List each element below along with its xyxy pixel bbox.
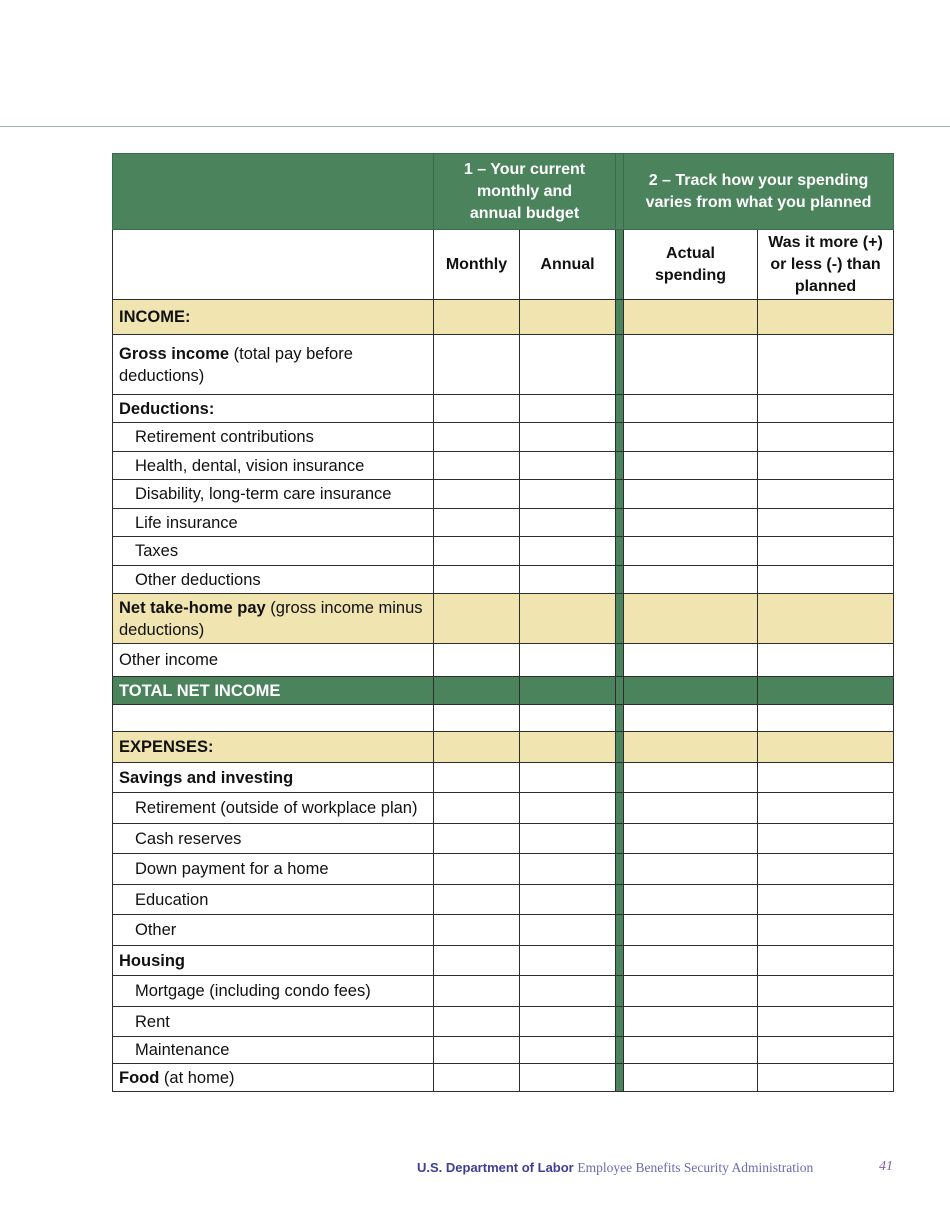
cell-annual[interactable] xyxy=(520,732,616,763)
cell-monthly[interactable] xyxy=(434,677,520,705)
cell-actual[interactable] xyxy=(624,566,758,594)
cell-monthly[interactable] xyxy=(434,824,520,854)
table-row-expenses xyxy=(113,732,894,763)
cell-actual[interactable] xyxy=(624,915,758,946)
cell-variance[interactable] xyxy=(758,452,894,480)
cell-monthly[interactable] xyxy=(434,915,520,946)
cell-actual[interactable] xyxy=(624,1007,758,1037)
cell-variance[interactable] xyxy=(758,1064,894,1092)
cell-annual[interactable] xyxy=(520,480,616,509)
row-label-food-bold: Food xyxy=(119,1068,160,1087)
table-row-taxes xyxy=(113,537,894,566)
column-separator xyxy=(616,300,624,335)
cell-variance[interactable] xyxy=(758,300,894,335)
cell-actual[interactable] xyxy=(624,976,758,1007)
cell-actual[interactable] xyxy=(624,946,758,976)
column-separator xyxy=(616,452,624,480)
column-separator xyxy=(616,1037,624,1064)
column-header-annual: Annual xyxy=(520,230,616,300)
table-row-health-insurance xyxy=(113,452,894,480)
row-label-maintenance: Maintenance xyxy=(113,1037,434,1064)
cell-annual[interactable] xyxy=(520,677,616,705)
cell-annual[interactable] xyxy=(520,976,616,1007)
table-row-food xyxy=(113,1064,894,1092)
row-label-housing: Housing xyxy=(113,946,434,976)
table-row-retirement-outside xyxy=(113,793,894,824)
table-row-rent xyxy=(113,1007,894,1037)
cell-annual[interactable] xyxy=(520,395,616,423)
row-label-net-take-home-rest: (gross income minus deductions) xyxy=(119,598,423,639)
column-separator xyxy=(616,423,624,452)
cell-actual[interactable] xyxy=(624,705,758,732)
cell-variance[interactable] xyxy=(758,946,894,976)
top-divider-rule xyxy=(0,126,950,127)
cell-monthly[interactable] xyxy=(434,885,520,915)
cell-actual[interactable] xyxy=(624,1037,758,1064)
cell-actual[interactable] xyxy=(624,885,758,915)
cell-annual[interactable] xyxy=(520,705,616,732)
cell-variance[interactable] xyxy=(758,480,894,509)
cell-variance[interactable] xyxy=(758,395,894,423)
row-label-income: INCOME: xyxy=(113,300,434,335)
cell-monthly[interactable] xyxy=(434,452,520,480)
cell-actual[interactable] xyxy=(624,300,758,335)
column-header-variance: Was it more (+) or less (-) than planned xyxy=(758,230,894,300)
row-label-education: Education xyxy=(113,885,434,915)
cell-actual[interactable] xyxy=(624,509,758,537)
row-label-life-insurance: Life insurance xyxy=(113,509,434,537)
cell-annual[interactable] xyxy=(520,854,616,885)
cell-annual[interactable] xyxy=(520,452,616,480)
table-row-net-take-home xyxy=(113,594,894,644)
cell-monthly[interactable] xyxy=(434,732,520,763)
group2-heading: 2 – Track how your spending varies from what you planned xyxy=(624,154,894,230)
column-separator xyxy=(616,230,624,300)
table-row-life-insurance xyxy=(113,509,894,537)
cell-variance[interactable] xyxy=(758,335,894,395)
cell-actual[interactable] xyxy=(624,824,758,854)
cell-variance[interactable] xyxy=(758,566,894,594)
cell-annual[interactable] xyxy=(520,763,616,793)
table-row-gross-income xyxy=(113,335,894,395)
column-separator xyxy=(616,824,624,854)
row-label-deductions: Deductions: xyxy=(113,395,434,423)
table-row-disability-insurance xyxy=(113,480,894,509)
cell-annual[interactable] xyxy=(520,1064,616,1092)
cell-variance[interactable] xyxy=(758,677,894,705)
cell-variance[interactable] xyxy=(758,537,894,566)
cell-monthly[interactable] xyxy=(434,335,520,395)
column-separator xyxy=(616,566,624,594)
column-header-row xyxy=(113,230,894,300)
row-label-other-income: Other income xyxy=(113,644,434,677)
cell-variance[interactable] xyxy=(758,705,894,732)
cell-actual[interactable] xyxy=(624,763,758,793)
table-row-other-income xyxy=(113,644,894,677)
cell-annual[interactable] xyxy=(520,644,616,677)
table-row-total-net-income xyxy=(113,677,894,705)
column-separator xyxy=(616,976,624,1007)
table-row-maintenance xyxy=(113,1037,894,1064)
cell-annual[interactable] xyxy=(520,885,616,915)
column-separator xyxy=(616,509,624,537)
table-row-savings-investing xyxy=(113,763,894,793)
row-label-gross-income-bold: Gross income xyxy=(119,344,230,363)
cell-annual[interactable] xyxy=(520,1007,616,1037)
cell-annual[interactable] xyxy=(520,793,616,824)
column-header-monthly: Monthly xyxy=(434,230,520,300)
table-row-income xyxy=(113,300,894,335)
row-label-food-rest: (at home) xyxy=(159,1068,235,1087)
column-separator xyxy=(616,480,624,509)
column-separator xyxy=(616,885,624,915)
cell-variance[interactable] xyxy=(758,885,894,915)
group-header-row xyxy=(113,154,894,230)
column-separator xyxy=(616,732,624,763)
column-separator xyxy=(616,594,624,644)
row-label-other-savings: Other xyxy=(113,915,434,946)
cell-variance[interactable] xyxy=(758,915,894,946)
row-label-rent: Rent xyxy=(113,1007,434,1037)
cell-monthly[interactable] xyxy=(434,1007,520,1037)
cell-monthly[interactable] xyxy=(434,705,520,732)
row-label-gross-income xyxy=(113,335,434,395)
cell-annual[interactable] xyxy=(520,335,616,395)
cell-monthly[interactable] xyxy=(434,946,520,976)
cell-annual[interactable] xyxy=(520,300,616,335)
cell-actual[interactable] xyxy=(624,452,758,480)
table-row-housing xyxy=(113,946,894,976)
cell-monthly[interactable] xyxy=(434,566,520,594)
row-label-food xyxy=(113,1064,434,1092)
column-separator xyxy=(616,537,624,566)
table-row-cash-reserves xyxy=(113,824,894,854)
cell-monthly[interactable] xyxy=(434,976,520,1007)
cell-actual[interactable] xyxy=(624,537,758,566)
footer-department: U.S. Department of Labor xyxy=(417,1160,574,1175)
row-label-retirement-outside: Retirement (outside of workplace plan) xyxy=(113,793,434,824)
column-separator xyxy=(616,1007,624,1037)
cell-actual[interactable] xyxy=(624,423,758,452)
cell-actual[interactable] xyxy=(624,594,758,644)
table-row-other-deductions xyxy=(113,566,894,594)
cell-monthly[interactable] xyxy=(434,1064,520,1092)
row-label-down-payment: Down payment for a home xyxy=(113,854,434,885)
group1-heading: 1 – Your current monthly and annual budget xyxy=(434,154,616,230)
table-row-education xyxy=(113,885,894,915)
footer-agency: Employee Benefits Security Administration xyxy=(577,1160,814,1175)
cell-variance[interactable] xyxy=(758,423,894,452)
column-header-actual: Actual spending xyxy=(624,230,758,300)
cell-actual[interactable] xyxy=(624,677,758,705)
row-label-net-take-home-bold: Net take-home pay xyxy=(119,598,266,617)
column-separator xyxy=(616,793,624,824)
column-separator xyxy=(616,154,624,230)
cell-actual[interactable] xyxy=(624,732,758,763)
cell-variance[interactable] xyxy=(758,763,894,793)
row-label-expenses: EXPENSES: xyxy=(113,732,434,763)
row-label-mortgage: Mortgage (including condo fees) xyxy=(113,976,434,1007)
cell-monthly[interactable] xyxy=(434,300,520,335)
cell-annual[interactable] xyxy=(520,594,616,644)
cell-variance[interactable] xyxy=(758,594,894,644)
cell-annual[interactable] xyxy=(520,824,616,854)
row-label-gross-income-rest: (total pay before deductions) xyxy=(119,344,353,385)
group-header-blank xyxy=(113,154,434,230)
table-row-down-payment xyxy=(113,854,894,885)
cell-monthly[interactable] xyxy=(434,793,520,824)
cell-variance[interactable] xyxy=(758,732,894,763)
cell-annual[interactable] xyxy=(520,946,616,976)
cell-actual[interactable] xyxy=(624,395,758,423)
cell-variance[interactable] xyxy=(758,509,894,537)
cell-variance[interactable] xyxy=(758,976,894,1007)
row-label-net-take-home xyxy=(113,594,434,644)
row-label-cash-reserves: Cash reserves xyxy=(113,824,434,854)
cell-variance[interactable] xyxy=(758,1037,894,1064)
cell-actual[interactable] xyxy=(624,793,758,824)
column-separator xyxy=(616,915,624,946)
cell-variance[interactable] xyxy=(758,644,894,677)
table-row-retirement-contributions xyxy=(113,423,894,452)
table-row-blank xyxy=(113,705,894,732)
column-separator xyxy=(616,946,624,976)
cell-variance[interactable] xyxy=(758,854,894,885)
column-separator xyxy=(616,1064,624,1092)
column-separator xyxy=(616,763,624,793)
cell-monthly[interactable] xyxy=(434,537,520,566)
cell-annual[interactable] xyxy=(520,566,616,594)
row-label-savings-investing: Savings and investing xyxy=(113,763,434,793)
cell-annual[interactable] xyxy=(520,423,616,452)
cell-variance[interactable] xyxy=(758,824,894,854)
cell-monthly[interactable] xyxy=(434,423,520,452)
budget-worksheet-table xyxy=(112,153,894,1092)
cell-annual[interactable] xyxy=(520,1037,616,1064)
cell-monthly[interactable] xyxy=(434,395,520,423)
cell-monthly[interactable] xyxy=(434,644,520,677)
column-header-blank xyxy=(113,230,434,300)
cell-annual[interactable] xyxy=(520,915,616,946)
column-separator xyxy=(616,644,624,677)
cell-variance[interactable] xyxy=(758,1007,894,1037)
column-separator xyxy=(616,677,624,705)
cell-actual[interactable] xyxy=(624,480,758,509)
cell-monthly[interactable] xyxy=(434,763,520,793)
cell-annual[interactable] xyxy=(520,537,616,566)
page-number: 41 xyxy=(879,1159,893,1174)
page-footer xyxy=(417,1160,813,1176)
table-row-other-savings xyxy=(113,915,894,946)
cell-actual[interactable] xyxy=(624,854,758,885)
column-separator xyxy=(616,705,624,732)
table-row-deductions xyxy=(113,395,894,423)
column-separator xyxy=(616,395,624,423)
cell-actual[interactable] xyxy=(624,1064,758,1092)
row-label-blank xyxy=(113,705,434,732)
cell-annual[interactable] xyxy=(520,509,616,537)
row-label-taxes: Taxes xyxy=(113,537,434,566)
column-separator xyxy=(616,854,624,885)
cell-variance[interactable] xyxy=(758,793,894,824)
row-label-retirement-contributions: Retirement contributions xyxy=(113,423,434,452)
row-label-total-net-income: TOTAL NET INCOME xyxy=(113,677,434,705)
row-label-health-insurance: Health, dental, vision insurance xyxy=(113,452,434,480)
table-row-mortgage xyxy=(113,976,894,1007)
cell-actual[interactable] xyxy=(624,335,758,395)
row-label-other-deductions: Other deductions xyxy=(113,566,434,594)
cell-monthly[interactable] xyxy=(434,509,520,537)
cell-actual[interactable] xyxy=(624,644,758,677)
cell-monthly[interactable] xyxy=(434,594,520,644)
cell-monthly[interactable] xyxy=(434,1037,520,1064)
row-label-disability-insurance: Disability, long-term care insurance xyxy=(113,480,434,509)
cell-monthly[interactable] xyxy=(434,854,520,885)
cell-monthly[interactable] xyxy=(434,480,520,509)
column-separator xyxy=(616,335,624,395)
